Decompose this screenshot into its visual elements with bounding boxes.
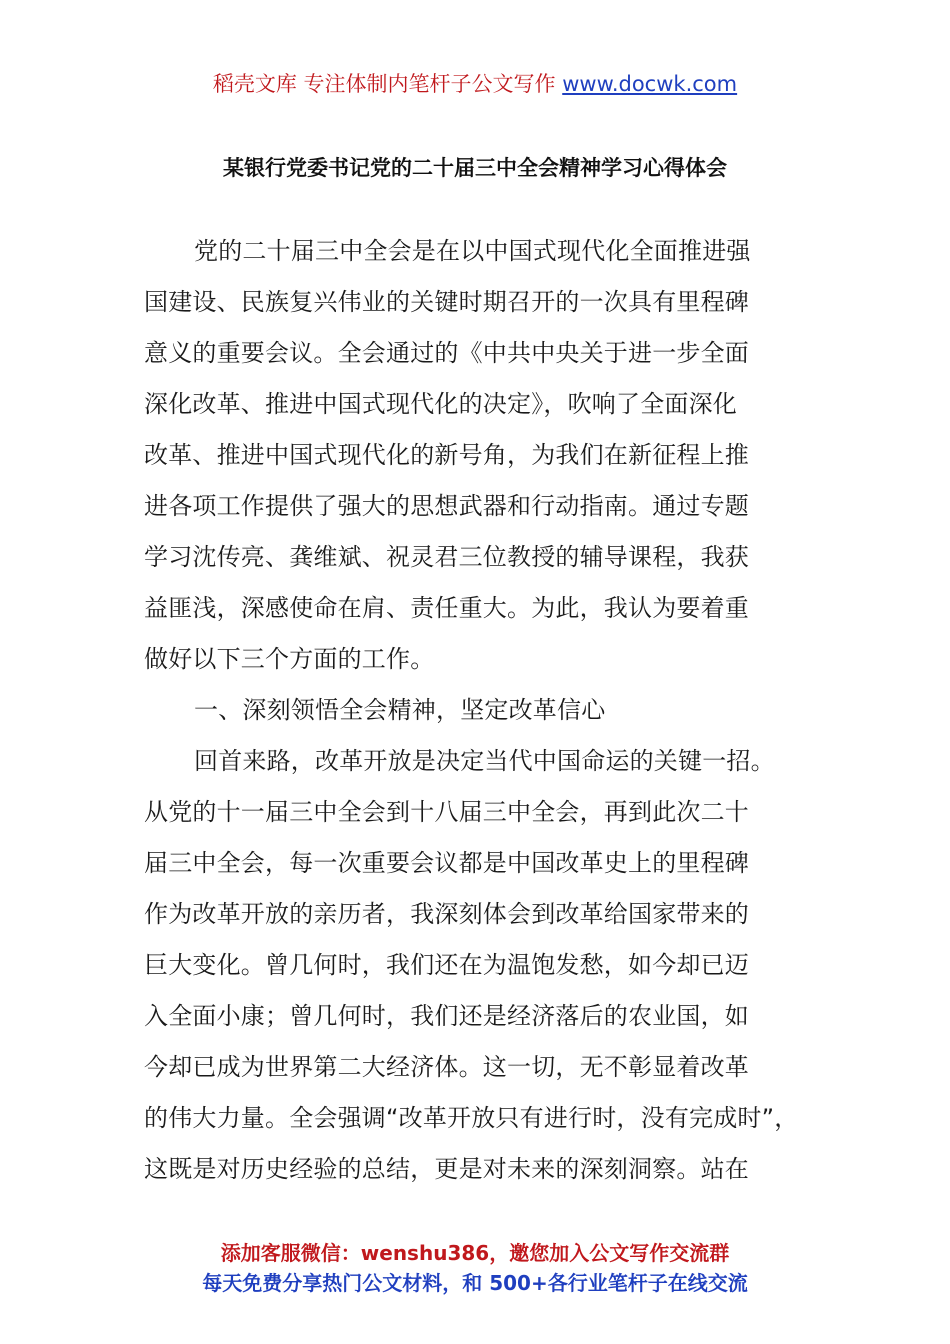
footer-wechat-id: wenshu386 [360,1241,490,1265]
paragraph-line: 从党的十一届三中全会到十八届三中全会，再到此次二十 [144,798,749,826]
paragraph-line: 益匪浅，深感使命在肩、责任重大。为此，我认为要着重 [144,594,749,622]
paragraph-line: 今却已成为世界第二大经济体。这一切，无不彰显着改革 [144,1053,749,1081]
footer-wechat-prefix: 添加客服微信： [220,1241,361,1265]
paragraph-line: 党的二十届三中全会是在以中国式现代化全面推进强 [194,237,751,265]
site-slogan: 稻壳文库 专注体制内笔杆子公文写作 [212,72,563,96]
paragraph-line: 意义的重要会议。全会通过的《中共中央关于进一步全面 [144,339,749,367]
paragraph-line: 深化改革、推进中国式现代化的决定》，吹响了全面深化 [144,390,737,418]
paragraph-line: 学习沈传亮、龚维斌、祝灵君三位教授的辅导课程，我获 [144,543,749,571]
paragraph-line: 届三中全会，每一次重要会议都是中国改革史上的里程碑 [144,849,749,877]
paragraph-line: 回首来路，改革开放是决定当代中国命运的关键一招。 [194,747,775,775]
paragraph-line: 进各项工作提供了强大的思想武器和行动指南。通过专题 [144,492,749,520]
footer-line-1 [0,1238,950,1268]
section-heading: 一、深刻领悟全会精神，坚定改革信心 [194,696,606,724]
paragraph-line: 作为改革开放的亲历者，我深刻体会到改革给国家带来的 [144,900,749,928]
paragraph-line: 做好以下三个方面的工作。 [144,645,435,673]
paragraph-line: 这既是对历史经验的总结，更是对未来的深刻洞察。站在 [144,1155,749,1183]
paragraph-line: 的伟大力量。全会强调“改革开放只有进行时，没有完成时”， [144,1104,799,1132]
document-body [144,226,824,1195]
promo-footer [0,1238,950,1298]
footer-wechat-suffix: ，邀您加入公文写作交流群 [489,1241,730,1265]
paragraph-line: 入全面小康；曾几何时，我们还是经济落后的农业国，如 [144,1002,749,1030]
paragraph-line: 巨大变化。曾几何时，我们还在为温饱发愁，如今却已迈 [144,951,749,979]
paragraph-line: 改革、推进中国式现代化的新号角，为我们在新征程上推 [144,441,749,469]
footer-line-2: 每天免费分享热门公文材料，和 500+各行业笔杆子在线交流 [202,1271,748,1295]
site-header [0,68,950,100]
site-link[interactable]: www.docwk.com [562,72,738,96]
document-title: 某银行党委书记党的二十届三中全会精神学习心得体会 [223,156,727,180]
paragraph-line: 国建设、民族复兴伟业的关键时期召开的一次具有里程碑 [144,288,749,316]
